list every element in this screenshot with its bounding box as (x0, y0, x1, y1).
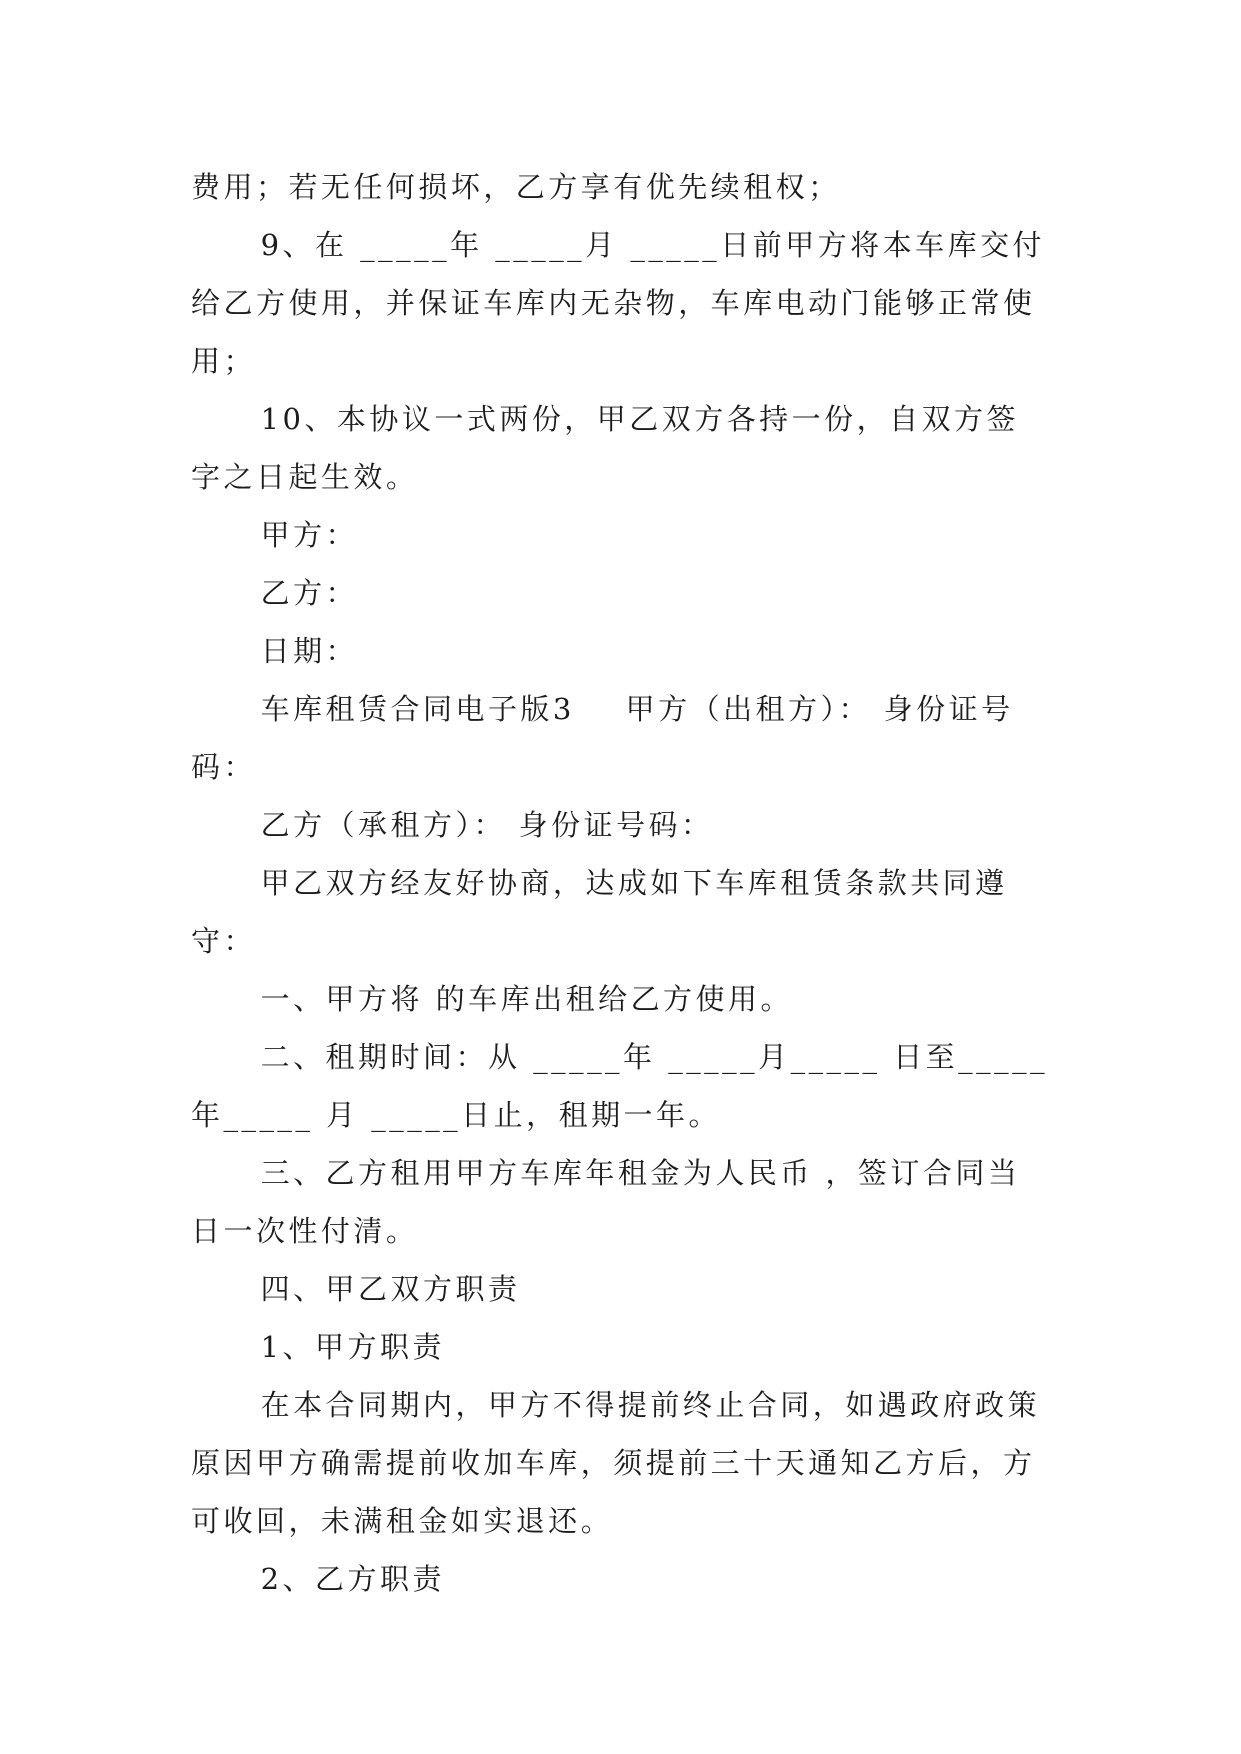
paragraph-fee-clause: 费用；若无任何损坏，乙方享有优先续租权； (191, 170, 841, 204)
article-2-lease-term: 二、租期时间：从 _____年 _____月_____ 日至_____年_____ 月 _____日止，租期一年。 (191, 1040, 1049, 1132)
lessee-line: 乙方（承租方）： 身份证号码： (260, 808, 714, 842)
party-a-duties-heading: 1、甲方职责 (260, 1330, 445, 1364)
agreement-intro: 甲乙双方经友好协商，达成如下车库租赁条款共同遵守： (191, 866, 1008, 958)
party-b-duties-heading: 2、乙方职责 (260, 1562, 445, 1596)
article-1: 一、甲方将 的车库出租给乙方使用。 (260, 982, 793, 1016)
party-a-duties-text: 在本合同期内，甲方不得提前终止合同，如遇政府政策原因甲方确需提前收加车库，须提前三十天通知乙方后，方可收回，未满租金如实退还。 (191, 1388, 1041, 1538)
contract-3-heading: 车库租赁合同电子版3 甲方（出租方）： 身份证号码： (191, 692, 1014, 784)
signature-date: 日期： (260, 634, 359, 668)
article-3-rent: 三、乙方租用甲方车库年租金为人民币 ，签订合同当日一次性付清。 (191, 1156, 1021, 1248)
article-4-heading: 四、甲乙双方职责 (260, 1272, 521, 1306)
document-body (191, 158, 1049, 1608)
signature-party-b: 乙方： (260, 576, 359, 610)
paragraph-clause-10: 10、本协议一式两份，甲乙双方各持一份，自双方签字之日起生效。 (191, 402, 1020, 494)
signature-party-a: 甲方： (260, 518, 359, 552)
paragraph-clause-9: 9、在 _____年 _____月 _____日前甲方将本车库交付给乙方使用，并保证车库内无杂物，车库电动门能够正常使用； (191, 228, 1046, 378)
